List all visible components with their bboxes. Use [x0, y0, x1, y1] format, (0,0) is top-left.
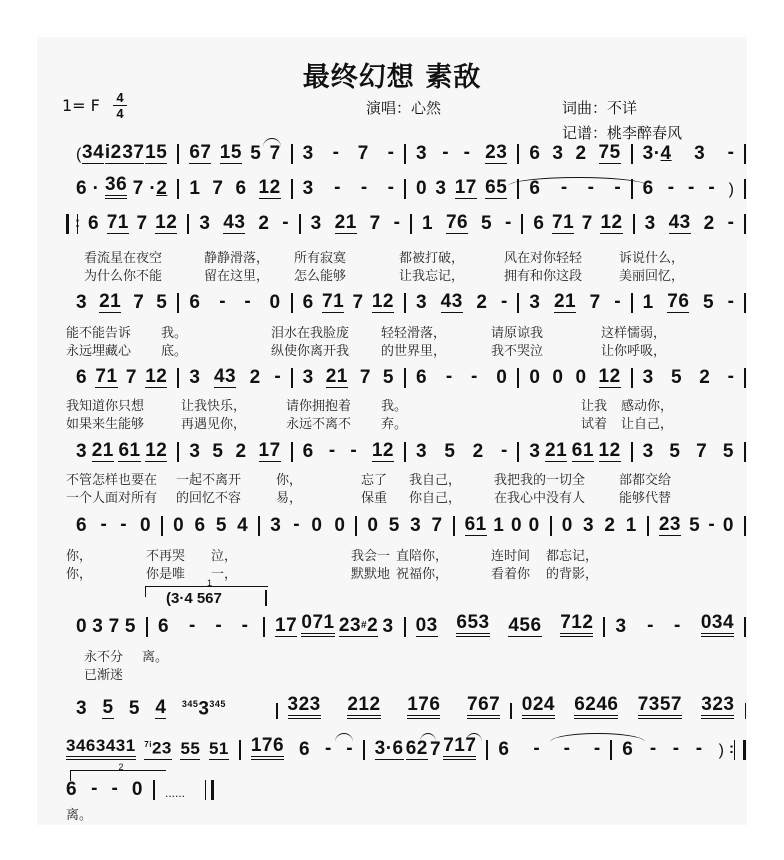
lyric: 美丽回忆， — [619, 269, 685, 284]
repeat-end-barline — [734, 740, 746, 760]
lyric: 永远不离不 — [286, 417, 352, 432]
lyric: 轻轻滑落， — [381, 326, 447, 341]
lyric: 我知道你只想 — [66, 399, 145, 414]
barline — [744, 442, 746, 462]
barline — [265, 590, 267, 606]
lyric: 的回忆不容 — [176, 491, 242, 506]
final-barline — [205, 780, 214, 800]
lyric: 请原谅我 — [491, 326, 544, 341]
lyric: 让我忘记， — [399, 269, 465, 284]
barline — [744, 144, 746, 164]
measure: 6 - - 12 — [302, 440, 394, 462]
measure: 6 - - 0 — [76, 514, 152, 536]
measure: 3 21 7 5 — [302, 366, 394, 388]
lyrics-line-11 — [84, 646, 744, 665]
lyric: 你自己， — [409, 491, 462, 506]
measure: 6 - - - ) — [622, 738, 724, 760]
lyric: 你是唯 — [146, 567, 186, 582]
measure: 3 43 2 - — [199, 212, 289, 234]
lyric: 离。 — [66, 808, 93, 823]
score-system-3 — [66, 212, 746, 234]
measure: 024 6246 7357 323 — [512, 695, 745, 719]
lyric: 的背影， — [546, 567, 599, 582]
measure: 323 212 176 767 — [278, 695, 511, 719]
lyrics-line-5 — [66, 395, 744, 414]
barline — [744, 617, 746, 637]
lyric: 如果来生能够 — [66, 417, 145, 432]
measure: 1 7 6 12 — [189, 177, 281, 199]
measure: 3 - - 034 — [615, 612, 735, 637]
lyric: 一起不离开 — [176, 473, 242, 488]
lyric: 一个人面对所有 — [66, 491, 158, 506]
lyric: 试着 — [581, 417, 608, 432]
volta-label: 1 — [207, 578, 213, 588]
lyric: 部都交给 — [619, 473, 672, 488]
composer-credit: 词曲：不详 — [562, 99, 638, 117]
barline — [745, 703, 747, 719]
measure: 03 653 456 712 — [415, 612, 594, 636]
lyrics-line-8 — [66, 487, 744, 506]
measure: 3 5 7 5 — [642, 441, 734, 462]
lyric: 永远埋藏心 — [66, 344, 132, 359]
lyric: 易， — [276, 491, 303, 506]
measure: 3 - 7 - — [302, 142, 394, 164]
measure: 67 15 5 7 — [189, 142, 281, 164]
score-system-1 — [66, 142, 746, 164]
lyric: 我把我的一切全 — [494, 473, 586, 488]
measure: 3463431 $^{7i}$23 55 51 — [66, 736, 229, 758]
measure: 3 21 7 - — [529, 291, 621, 313]
measure: 0 0 0 12 — [529, 366, 621, 388]
measure: 3 - - 23 — [415, 142, 508, 164]
transcriber-credit: 记谱：桃李醉春风 — [562, 124, 683, 142]
barline — [744, 293, 746, 313]
lyric: 一， — [211, 567, 238, 582]
barline — [744, 368, 746, 388]
lyric: 感动你， — [621, 399, 674, 414]
lyric: 能不能告诉 — [66, 326, 132, 341]
measure: 1 76 5 - — [421, 212, 512, 234]
lyric: 拥有和你这段 — [504, 269, 583, 284]
lyric: 的世界里， — [381, 344, 447, 359]
measure: 3·6 62 7 717 — [374, 735, 477, 760]
lyric: 不管怎样也要在 — [66, 473, 158, 488]
lyric: 为什么你不能 — [84, 269, 163, 284]
lyric: 所有寂寞 — [294, 251, 347, 266]
measure: 3 43 2 - — [189, 366, 281, 388]
lyric: 我不哭泣 — [491, 344, 544, 359]
singer-credit: 演唱：心然 — [366, 99, 442, 117]
ellipsis: ...... — [165, 786, 186, 800]
measure: 6 - - - — [529, 177, 621, 199]
lyric: 我自己， — [409, 473, 462, 488]
lyrics-line-2 — [84, 265, 744, 284]
lyric: 我。 — [161, 326, 188, 341]
measure: 0 6 5 4 — [173, 515, 249, 536]
lyrics-line-13 — [66, 804, 744, 823]
key-signature: 1= F — [62, 96, 100, 115]
lyric: 永不分 — [84, 650, 124, 665]
measure: 0 3 2 1 — [561, 515, 637, 536]
measure: 3 5 2 - — [642, 366, 734, 388]
measure: 6 - - 0 — [189, 291, 281, 313]
volta-1-measure: (3·4 567 — [166, 590, 222, 607]
lyrics-line-9 — [66, 545, 744, 564]
measure: 6 71 7 12 — [76, 366, 168, 388]
repeat-start-barline — [66, 214, 78, 234]
measure: 0 5 3 7 — [367, 515, 443, 536]
score-system-4 — [66, 291, 746, 313]
measure: 3 21 7 5 — [76, 291, 168, 313]
time-signature — [113, 91, 127, 120]
lyrics-line-4 — [66, 340, 744, 359]
lyric: 不再哭 — [146, 549, 186, 564]
measure: 3 21 7 - — [310, 212, 400, 234]
score-system-8b — [263, 612, 746, 637]
measure: 6 - - - — [158, 615, 248, 637]
barline — [744, 214, 746, 234]
measure: ( 34 i2 37 15 — [76, 142, 168, 163]
barline — [744, 179, 746, 199]
lyrics-line-7 — [66, 469, 744, 488]
lyric: 都被打破， — [399, 251, 465, 266]
barline — [744, 516, 746, 536]
score-system-11 — [66, 778, 214, 800]
measure: 61 1 0 0 — [464, 514, 540, 536]
measure: 3 43 2 - — [644, 212, 734, 234]
measure: 6 71 7 12 — [88, 212, 178, 234]
lyric: 让你呼吸， — [601, 344, 667, 359]
measure: 3·4 3 - — [642, 142, 734, 164]
lyric: 泣， — [211, 549, 238, 564]
lyrics-line-12 — [84, 664, 744, 683]
measure: 3 21 61 12 — [76, 440, 168, 462]
lyric: 让我 — [581, 399, 608, 414]
lyric: 在我心中没有人 — [494, 491, 586, 506]
lyric: 留在这里， — [204, 269, 270, 284]
lyrics-line-1 — [84, 247, 744, 266]
measure: 6 - - 0 — [66, 778, 143, 800]
lyric: 这样懦弱， — [601, 326, 667, 341]
measure: 3 - - - — [302, 177, 394, 199]
measure: 6 71 7 12 — [302, 291, 394, 313]
score-system-6 — [66, 440, 746, 462]
measure: 3 5 2 - — [415, 440, 508, 462]
lyric: 我会一 — [351, 549, 391, 564]
measure: 6 · 36 7 ·2 — [76, 174, 168, 199]
lyric: 你， — [66, 567, 93, 582]
lyrics-line-6 — [66, 413, 744, 432]
lyric: 默默地 — [351, 567, 391, 582]
measure: 1 76 5 - — [642, 291, 734, 313]
lyric: 你， — [66, 549, 93, 564]
lyrics-line-10 — [66, 563, 744, 582]
lyric: 已渐迷 — [84, 668, 124, 683]
lyric: 让自己， — [621, 417, 674, 432]
time-signature-bottom: 4 — [116, 106, 124, 121]
measure: 6 - - - — [498, 738, 601, 760]
lyric: 你， — [276, 473, 303, 488]
song-title: 最终幻想 素敌 — [302, 62, 482, 93]
lyric: 直陪你， — [396, 549, 449, 564]
measure: 3 43 2 - — [415, 291, 508, 313]
measure: 0 3 7 5 — [76, 616, 136, 637]
measure — [155, 786, 205, 800]
lyric: 底。 — [161, 344, 188, 359]
lyric: 诉说什么， — [619, 251, 685, 266]
lyric: 能够代替 — [619, 491, 672, 506]
measure: 6 - - - ) — [642, 177, 734, 199]
measure: 17 071 23#2 3 — [275, 612, 394, 637]
lyric: 静静滑落， — [204, 251, 270, 266]
lyric: 弃。 — [381, 417, 408, 432]
measure: 176 6 - - — [250, 735, 353, 760]
measure: 0 3 17 65 — [415, 177, 508, 199]
measure: 6 3 2 75 — [529, 142, 621, 164]
lyric: 风在对你轻轻 — [504, 251, 583, 266]
measure: 3 5 5 4 $^{345}3^{345}$ — [76, 697, 226, 719]
lyric: 请你拥抱着 — [286, 399, 352, 414]
measure: 6 - - 0 — [415, 366, 508, 388]
lyric: 祝福你， — [396, 567, 449, 582]
measure: 3 - 0 0 — [270, 514, 346, 536]
volta-label: 2 — [118, 762, 124, 772]
lyric: 保重 — [361, 491, 388, 506]
measure: 3 5 2 17 — [189, 440, 281, 462]
lyric: 纵使你离开我 — [271, 344, 350, 359]
lyric: 连时间 — [491, 549, 531, 564]
lyric: 再遇见你， — [181, 417, 247, 432]
lyric: 忘了 — [361, 473, 388, 488]
lyric: 我。 — [381, 399, 408, 414]
lyric: 看着你 — [491, 567, 531, 582]
measure: 3 21 61 12 — [529, 440, 621, 462]
measure: 6 71 7 12 — [533, 212, 623, 234]
score-system-2 — [66, 174, 746, 199]
lyric: 让我快乐， — [181, 399, 247, 414]
lyric: 离。 — [142, 650, 169, 665]
lyric: 看流星在夜空 — [84, 251, 163, 266]
lyric: 都忘记， — [546, 549, 599, 564]
lyric: 泪水在我脸庞 — [271, 326, 350, 341]
score-system-9 — [66, 694, 746, 719]
lyric: 怎么能够 — [294, 269, 347, 284]
score-system-5 — [66, 366, 746, 388]
score-system-7 — [66, 514, 746, 536]
lyrics-line-3 — [66, 322, 744, 341]
measure: 23 5 - 0 — [658, 514, 734, 536]
time-signature-top: 4 — [116, 90, 124, 105]
